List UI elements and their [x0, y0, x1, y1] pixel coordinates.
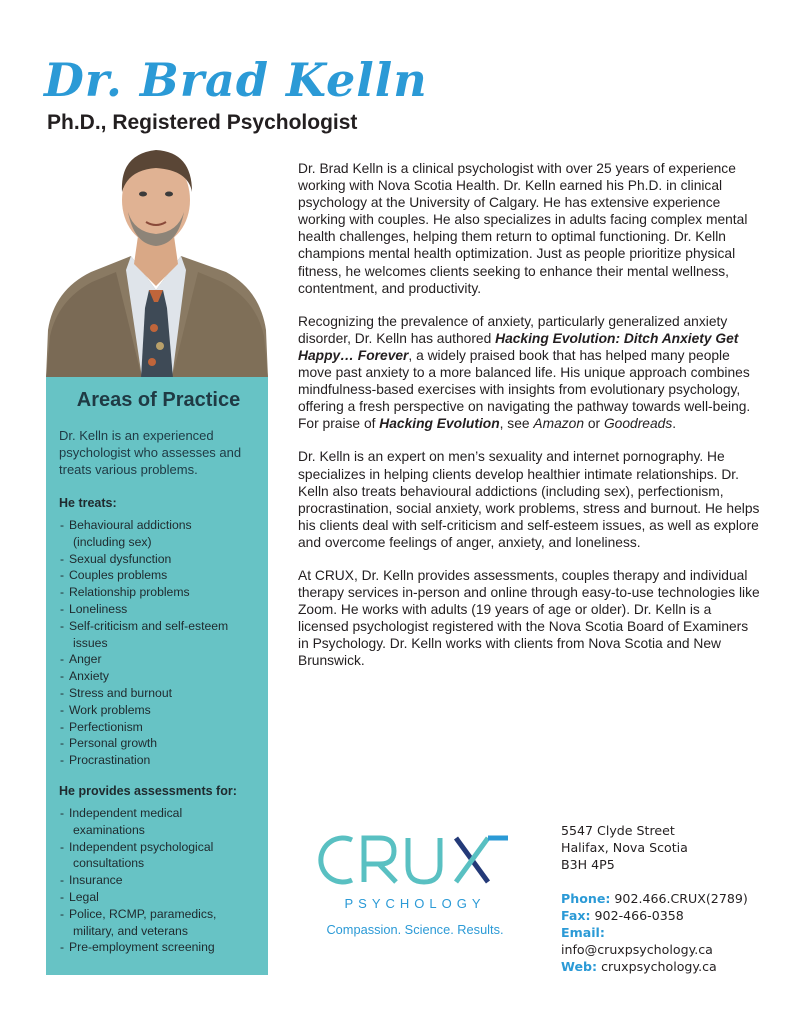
book-title-short: Hacking Evolution: [379, 416, 500, 432]
list-item: [59, 517, 258, 551]
web-link[interactable]: cruxpsychology.ca: [601, 959, 717, 974]
bio-p2-text-c: , see: [499, 416, 534, 432]
areas-of-practice-panel: [46, 377, 268, 975]
list-item: [59, 939, 258, 956]
bio-paragraph-3: Dr. Kelln is an expert on men’s sexuality and internet pornography. He specializes in helping clients develop healthier intimate relationships. Dr. Kelln also treats behavioural addictions (including sex), perfectionism, procrastination, social anxiety, work problems, stress and burnout. He helps his clients deal with self-criticism and self-esteem issues, as well as explore and overcome feelings of anger, anxiety, and loneliness.: [298, 449, 760, 550]
list-item-text: Relationship problems: [69, 585, 190, 600]
list-item: [59, 651, 258, 668]
logo-mark-icon: [308, 824, 522, 896]
email-address[interactable]: info@cruxpsychology.ca: [561, 942, 713, 957]
list-item: [59, 601, 258, 618]
list-item-text: Behavioural addictions: [69, 518, 192, 532]
list-item-text: Self-criticism and self-esteem: [69, 618, 229, 633]
list-item: [59, 735, 258, 752]
list-item: [59, 551, 258, 568]
phone-number[interactable]: 902.466.CRUX(2789): [614, 891, 748, 906]
list-item-text: Legal: [69, 889, 99, 904]
list-item: [59, 872, 258, 889]
list-item-text: Independent psychological: [69, 839, 214, 854]
list-item-text: examinations: [73, 822, 145, 837]
logo-subtitle: PSYCHOLOGY: [344, 896, 486, 911]
bio-p2-text-b: , a widely praised book that has helped many people move past anxiety to a more balanced life. His unique approach combines mindfulness-based exercises with insights from evolutionary psychology, offering a fresh perspective on navigating the pathway towards well-being. For praise of: [298, 347, 751, 432]
treats-heading: He treats:: [59, 496, 117, 510]
list-item-text: Couples problems: [69, 568, 168, 583]
bio-p2-text-end: .: [672, 416, 677, 432]
contact-info: [561, 822, 771, 975]
list-item: [59, 805, 258, 839]
bio-paragraph-4: At CRUX, Dr. Kelln provides assessments, couples therapy and individual therapy services in-person and online through easy-to-use technologies like Zoom. He works with adults (19 years of age or older). Dr. Kelln is a licensed psychologist registered with the Nova Scotia Board of Examiners in Psychology. Dr. Kelln works with clients from Nova Scotia and New Brunswick.: [298, 567, 760, 669]
list-item: [59, 584, 258, 601]
list-item-text: (including sex): [73, 534, 152, 549]
address-postal: B3H 4P5: [561, 857, 615, 872]
crux-logo: [308, 824, 522, 944]
list-item-text: consultations: [73, 856, 145, 871]
list-item: [59, 567, 258, 584]
bio-p2-text-a: Recognizing the prevalence of anxiety, particularly generalized anxiety disorder, Dr. Kelln has authored: [298, 313, 728, 346]
list-item: [59, 839, 258, 873]
assessments-list: [59, 805, 258, 956]
biography: [298, 160, 760, 686]
list-item: [59, 889, 258, 906]
phone-line: [561, 890, 771, 907]
fax-line: [561, 907, 771, 924]
web-line: [561, 958, 771, 975]
amazon-link[interactable]: Amazon: [533, 416, 585, 432]
list-item: [59, 618, 258, 652]
phone-label: Phone:: [561, 891, 611, 906]
list-item-text: Stress and burnout: [69, 685, 172, 700]
address-city: Halifax, Nova Scotia: [561, 840, 688, 855]
list-item-text: Loneliness: [69, 601, 128, 616]
list-item: [59, 752, 258, 769]
address-street: 5547 Clyde Street: [561, 823, 675, 838]
bio-paragraph-2: [298, 313, 760, 433]
areas-of-practice-title: Areas of Practice: [76, 389, 241, 411]
treats-list: [59, 517, 258, 769]
list-item: [59, 685, 258, 702]
list-item-text: Police, RCMP, paramedics,: [69, 906, 217, 921]
bio-paragraph-1: Dr. Brad Kelln is a clinical psychologist with over 25 years of experience working with Nova Scotia Health. Dr. Kelln earned his Ph.D. in clinical psychology at the University of Calgary. He has extensive experience working with couples. He also specializes in adults facing complex mental health challenges, helping them return to optimal functioning. Dr. Kelln champions mental health optimization. Just as people prioritize physical fitness, he welcomes clients seeking to enhance their mental wellness, contentment, and productivity.: [298, 161, 748, 296]
list-item-text: Personal growth: [69, 736, 158, 751]
list-item-text: issues: [73, 635, 108, 650]
book-title: Hacking Evolution: Ditch Anxiety Get Happy… Forever: [298, 330, 739, 363]
goodreads-link[interactable]: Goodreads: [603, 416, 673, 432]
list-item-text: Sexual dysfunction: [69, 551, 172, 566]
fax-label: Fax:: [561, 908, 591, 923]
web-label: Web:: [561, 959, 598, 974]
list-item-text: Insurance: [69, 873, 123, 888]
list-item: [59, 702, 258, 719]
logo-tagline: Compassion. Science. Results.: [326, 922, 504, 937]
list-item-text: Independent medical: [69, 805, 183, 820]
list-item: [59, 719, 258, 736]
list-item-text: Anxiety: [69, 669, 109, 684]
list-item-text: military, and veterans: [73, 923, 188, 938]
bio-p2-text-or: or: [584, 416, 604, 432]
portrait-photo: [46, 140, 268, 378]
list-item: [59, 668, 258, 685]
portrait-illustration: [46, 140, 268, 378]
list-item: [59, 906, 258, 940]
list-item-text: Perfectionism: [69, 719, 143, 734]
assessments-heading: He provides assessments for:: [59, 783, 237, 798]
list-item-text: Work problems: [69, 702, 151, 717]
list-item-text: Procrastination: [69, 753, 151, 768]
list-item-text: Anger: [69, 652, 102, 667]
email-label: Email:: [561, 925, 605, 940]
credentials: Ph.D., Registered Psychologist: [47, 111, 358, 134]
doctor-name: Dr. Brad Kelln: [44, 53, 428, 107]
fax-number: 902-466-0358: [594, 908, 684, 923]
list-item-text: Pre-employment screening: [69, 940, 215, 955]
areas-intro: Dr. Kelln is an experienced psychologist who assesses and treats various problems.: [59, 428, 242, 477]
